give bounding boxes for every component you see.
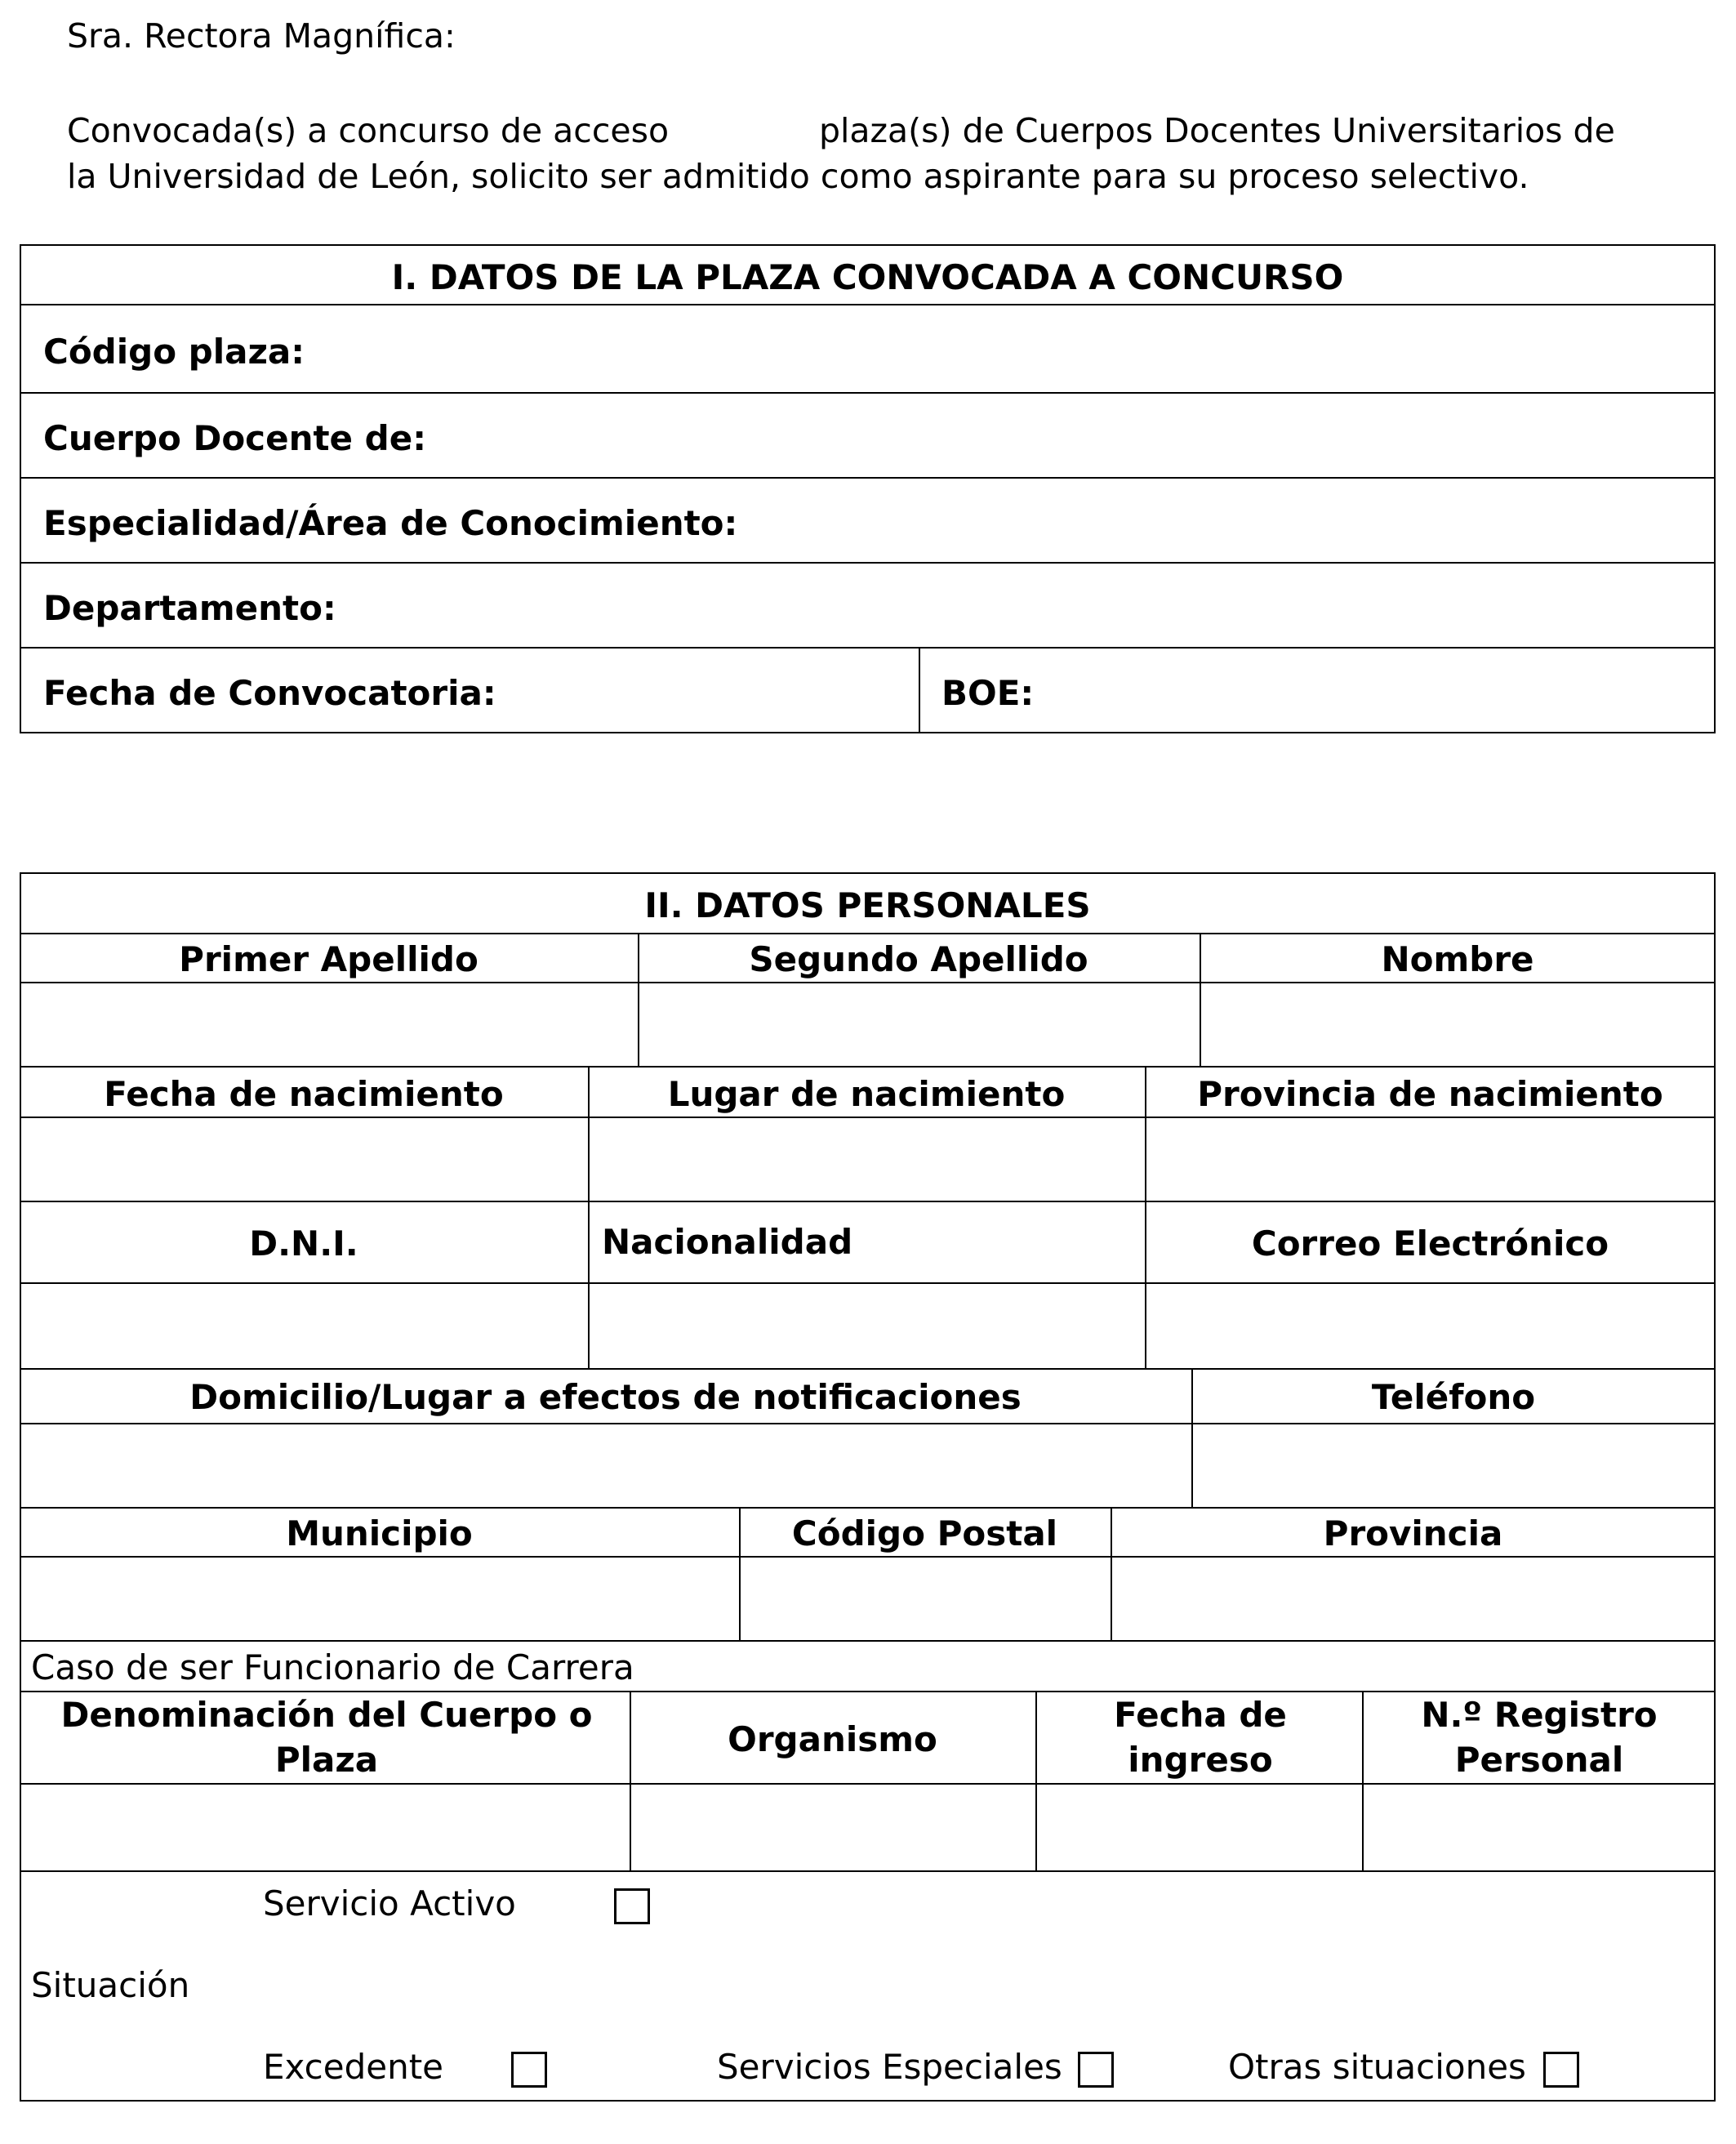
section-2-title: II. DATOS PERSONALES: [644, 885, 1091, 925]
provincia-nacimiento-field[interactable]: [1148, 1120, 1712, 1198]
boe-field[interactable]: [1037, 653, 1707, 730]
codigo-postal-label: Código Postal: [791, 1513, 1058, 1553]
denominacion-field[interactable]: [23, 1786, 627, 1868]
salutation: Sra. Rectora Magnífica:: [67, 16, 456, 56]
domicilio-field[interactable]: [23, 1426, 1189, 1504]
excedente-checkbox[interactable]: [511, 2052, 547, 2088]
nacionalidad-field[interactable]: [591, 1286, 1142, 1366]
denominacion-label: Denominación del Cuerpo o Plaza: [60, 1695, 593, 1780]
correo-label: Correo Electrónico: [1251, 1224, 1609, 1264]
provincia-label: Provincia: [1323, 1513, 1503, 1553]
boe-label: BOE:: [941, 673, 1035, 713]
segundo-apellido-label: Segundo Apellido: [749, 939, 1088, 979]
fecha-ingreso-field[interactable]: [1039, 1786, 1360, 1868]
otras-situaciones-label: Otras situaciones: [1228, 2047, 1526, 2087]
organismo-field[interactable]: [633, 1786, 1033, 1868]
num-plazas-field[interactable]: [694, 114, 808, 150]
cuerpo-docente-label: Cuerpo Docente de:: [43, 418, 426, 458]
intro-line-1a: Convocada(s) a concurso de acceso: [67, 111, 670, 150]
excedente-label: Excedente: [263, 2047, 444, 2087]
situacion-label: Situación: [31, 1965, 190, 2005]
correo-field[interactable]: [1148, 1286, 1712, 1366]
especialidad-label: Especialidad/Área de Conocimiento:: [43, 503, 738, 543]
telefono-label: Teléfono: [1371, 1377, 1536, 1417]
departamento-label: Departamento:: [43, 588, 336, 628]
fecha-nacimiento-label: Fecha de nacimiento: [104, 1074, 504, 1114]
registro-label: N.º Registro Personal: [1421, 1695, 1658, 1780]
segundo-apellido-field[interactable]: [641, 985, 1196, 1063]
funcionario-label: Caso de ser Funcionario de Carrera: [31, 1647, 634, 1687]
municipio-label: Municipio: [286, 1513, 473, 1553]
municipio-field[interactable]: [23, 1559, 737, 1638]
intro-line-1b: plaza(s) de Cuerpos Docentes Universitarios de: [819, 111, 1615, 150]
dni-label: D.N.I.: [249, 1224, 358, 1264]
domicilio-label: Domicilio/Lugar a efectos de notificaciones: [189, 1377, 1022, 1417]
servicios-especiales-checkbox[interactable]: [1078, 2052, 1114, 2088]
lugar-nacimiento-field[interactable]: [591, 1120, 1142, 1198]
cuerpo-docente-field[interactable]: [425, 399, 1707, 475]
primer-apellido-field[interactable]: [23, 985, 635, 1063]
telefono-field[interactable]: [1195, 1426, 1712, 1504]
codigo-postal-field[interactable]: [742, 1559, 1108, 1638]
lugar-nacimiento-label: Lugar de nacimiento: [667, 1074, 1066, 1114]
servicio-activo-label: Servicio Activo: [263, 1883, 516, 1923]
provincia-nacimiento-label: Provincia de nacimiento: [1197, 1074, 1663, 1114]
section-1-title: I. DATOS DE LA PLAZA CONVOCADA A CONCURSO: [391, 257, 1344, 297]
codigo-plaza-label: Código plaza:: [43, 332, 305, 372]
fecha-convocatoria-field[interactable]: [490, 653, 915, 730]
registro-field[interactable]: [1365, 1786, 1712, 1868]
intro-line-2: la Universidad de León, solicito ser admitido como aspirante para su proceso selectivo.: [67, 157, 1529, 196]
especialidad-field[interactable]: [719, 484, 1707, 560]
departamento-field[interactable]: [327, 568, 1707, 645]
fecha-nacimiento-field[interactable]: [23, 1120, 586, 1198]
nombre-field[interactable]: [1203, 985, 1712, 1063]
dni-field[interactable]: [23, 1286, 586, 1366]
fecha-convocatoria-label: Fecha de Convocatoria:: [43, 673, 496, 713]
organismo-label: Organismo: [728, 1719, 937, 1759]
servicios-especiales-label: Servicios Especiales: [717, 2047, 1062, 2087]
primer-apellido-label: Primer Apellido: [179, 939, 479, 979]
nombre-label: Nombre: [1381, 939, 1534, 979]
nacionalidad-label: Nacionalidad: [602, 1222, 853, 1262]
provincia-field[interactable]: [1114, 1559, 1712, 1638]
servicio-activo-checkbox[interactable]: [614, 1888, 650, 1924]
otras-situaciones-checkbox[interactable]: [1543, 2052, 1579, 2088]
fecha-ingreso-label: Fecha de ingreso: [1114, 1695, 1287, 1780]
codigo-plaza-field[interactable]: [302, 310, 1707, 387]
